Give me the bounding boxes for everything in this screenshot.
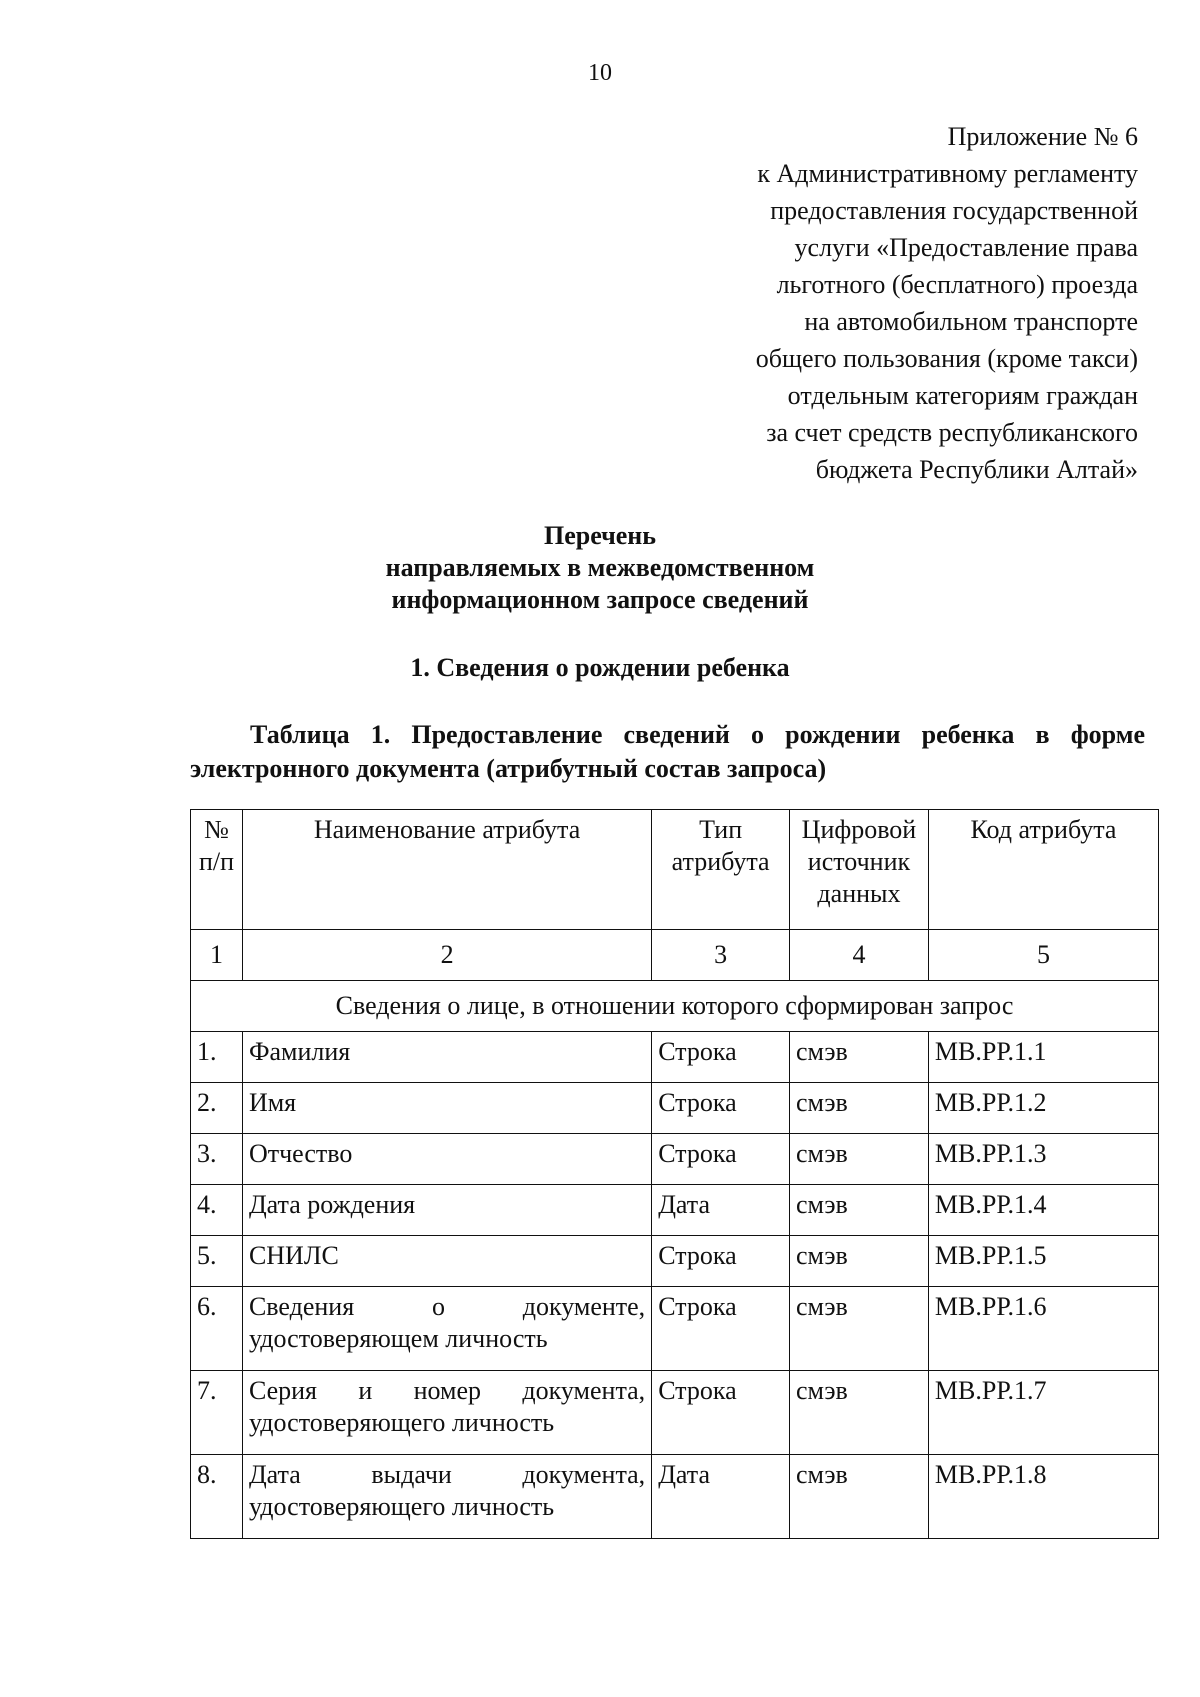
row-source: смэв (790, 1185, 929, 1236)
table-row (191, 1032, 1159, 1083)
document-title-line: информационном запросе сведений (391, 585, 809, 614)
header-source-line: Цифровой (801, 815, 917, 844)
row-name (242, 1287, 651, 1371)
row-source: смэв (790, 1371, 929, 1455)
row-type: Строка (652, 1236, 790, 1287)
row-name: Отчество (242, 1134, 651, 1185)
header-name (242, 810, 651, 930)
document-title-line: Перечень (543, 521, 657, 550)
table-row (191, 1083, 1159, 1134)
row-type: Строка (652, 1287, 790, 1371)
header-num-line: п/п (198, 847, 234, 876)
appendix-note (578, 118, 1138, 488)
row-code: МВ.РР.1.4 (928, 1185, 1158, 1236)
appendix-line: к Административному регламенту (757, 159, 1138, 188)
appendix-line: общего пользования (кроме такси) (755, 344, 1138, 373)
header-source-line: данных (817, 879, 901, 908)
row-code: МВ.РР.1.2 (928, 1083, 1158, 1134)
row-name: Дата рождения (242, 1185, 651, 1236)
row-num: 7. (191, 1371, 243, 1455)
row-type: Строка (652, 1371, 790, 1455)
row-type: Дата (652, 1185, 790, 1236)
column-number: 1 (191, 930, 243, 981)
row-name (242, 1371, 651, 1455)
row-name: Имя (242, 1083, 651, 1134)
column-number: 3 (652, 930, 790, 981)
row-source: смэв (790, 1236, 929, 1287)
row-source: смэв (790, 1287, 929, 1371)
appendix-line: бюджета Республики Алтай» (815, 455, 1138, 484)
appendix-line: на автомобильном транспорте (804, 307, 1138, 336)
row-num: 1. (191, 1032, 243, 1083)
row-type: Дата (652, 1455, 790, 1539)
row-code: МВ.РР.1.6 (928, 1287, 1158, 1371)
table-header-row (191, 810, 1159, 930)
row-source: смэв (790, 1455, 929, 1539)
header-name-line: Наименование атрибута (313, 815, 581, 844)
row-type: Строка (652, 1134, 790, 1185)
row-name-line: Серия и номер документа, (248, 1376, 646, 1405)
group-header: Сведения о лице, в отношении которого сформирован запрос (191, 981, 1159, 1032)
column-numbers-row (191, 930, 1159, 981)
table-row (191, 1455, 1159, 1539)
table-caption-line: электронного документа (атрибутный состав запроса) (190, 754, 827, 783)
header-code-line: Код атрибута (970, 815, 1117, 844)
row-num: 3. (191, 1134, 243, 1185)
appendix-line: предоставления государственной (770, 196, 1138, 225)
document-title (0, 520, 1200, 616)
row-name-line: удостоверяющего личность (248, 1492, 555, 1521)
row-name: Фамилия (242, 1032, 651, 1083)
row-num: 2. (191, 1083, 243, 1134)
row-name: СНИЛС (242, 1236, 651, 1287)
header-source-line: источник (807, 847, 911, 876)
row-code: МВ.РР.1.5 (928, 1236, 1158, 1287)
section-title: 1. Сведения о рождении ребенка (410, 653, 790, 682)
header-type (652, 810, 790, 930)
row-name-line: Дата выдачи документа, (248, 1460, 646, 1489)
row-name-line: Сведения о документе, (248, 1292, 646, 1321)
row-num: 6. (191, 1287, 243, 1371)
appendix-line: отдельным категориям граждан (787, 381, 1138, 410)
appendix-line: за счет средств республиканского (766, 418, 1138, 447)
table-caption-line: Таблица 1. Предоставление сведений о рождении ребенка в форме (250, 720, 1145, 749)
row-num: 8. (191, 1455, 243, 1539)
column-number: 5 (928, 930, 1158, 981)
group-header-row (191, 981, 1159, 1032)
attributes-table (190, 809, 1159, 1539)
row-type: Строка (652, 1032, 790, 1083)
row-code: МВ.РР.1.8 (928, 1455, 1158, 1539)
header-code (928, 810, 1158, 930)
table-row (191, 1236, 1159, 1287)
row-name-line: удостоверяющего личность (248, 1408, 555, 1437)
column-number: 4 (790, 930, 929, 981)
document-title-line: направляемых в межведомственном (385, 553, 815, 582)
row-num: 5. (191, 1236, 243, 1287)
header-type-line: атрибута (671, 847, 770, 876)
row-source: смэв (790, 1032, 929, 1083)
appendix-line: льготного (бесплатного) проезда (776, 270, 1138, 299)
table-row (191, 1134, 1159, 1185)
appendix-line: Приложение № 6 (947, 122, 1138, 151)
column-number: 2 (242, 930, 651, 981)
table-caption (190, 718, 1145, 786)
table-row (191, 1185, 1159, 1236)
table-row (191, 1287, 1159, 1371)
page-number: 10 (588, 60, 612, 86)
header-type-line: Тип (699, 815, 743, 844)
row-name (242, 1455, 651, 1539)
row-name-line: удостоверяющем личность (248, 1324, 548, 1353)
row-code: МВ.РР.1.7 (928, 1371, 1158, 1455)
row-source: смэв (790, 1083, 929, 1134)
header-num (191, 810, 243, 930)
header-source (790, 810, 929, 930)
header-num-line: № (204, 815, 229, 844)
table-row (191, 1371, 1159, 1455)
row-code: МВ.РР.1.3 (928, 1134, 1158, 1185)
row-type: Строка (652, 1083, 790, 1134)
row-code: МВ.РР.1.1 (928, 1032, 1158, 1083)
row-source: смэв (790, 1134, 929, 1185)
row-num: 4. (191, 1185, 243, 1236)
appendix-line: услуги «Предоставление права (794, 233, 1138, 262)
